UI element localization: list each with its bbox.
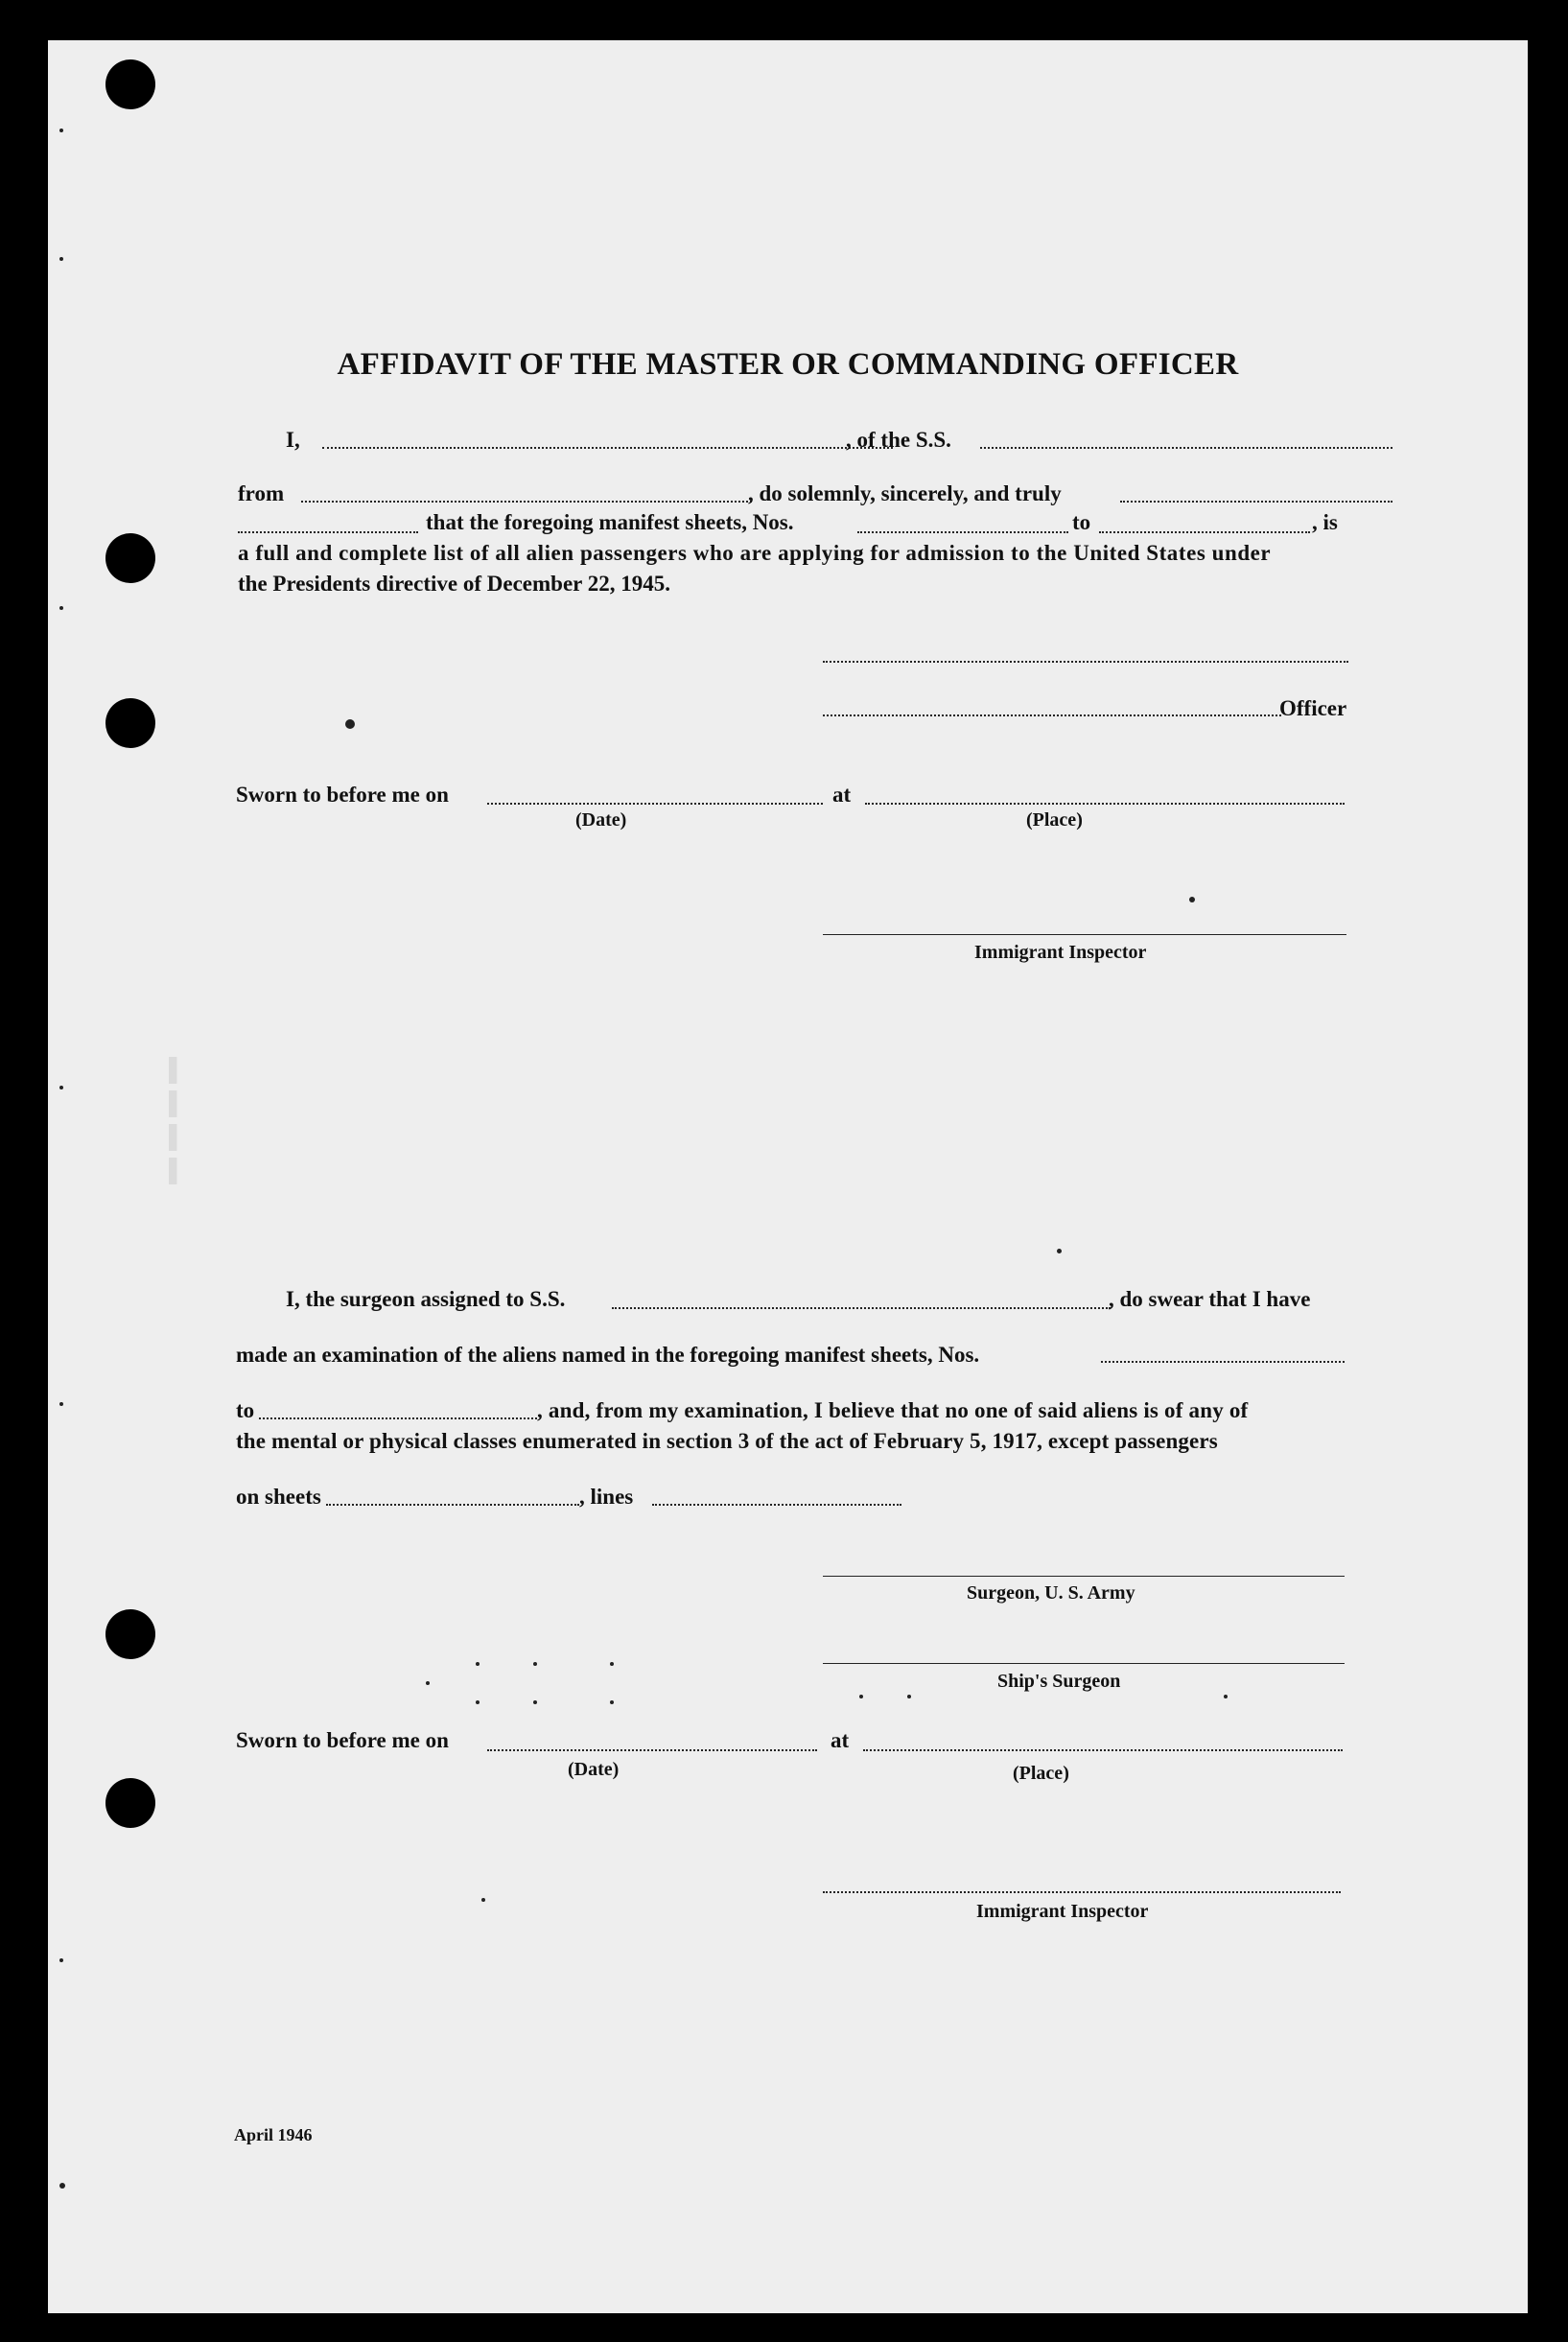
sworn-place-field-1[interactable] [865, 803, 1345, 805]
sworn-label-1: Sworn to before me on [236, 783, 449, 807]
ships-surgeon-caption: Ship's Surgeon [997, 1671, 1121, 1692]
of-ss-label: , of the S.S. [846, 428, 951, 452]
surgeon-line-1b: , do swear that I have [1109, 1287, 1311, 1311]
master-i-label: I, [286, 428, 300, 452]
oath-field[interactable] [1120, 501, 1392, 503]
surgeon-line-3: , and, from my examination, I believe that no one of said aliens is of any of [537, 1398, 1249, 1422]
ink-speck [426, 1681, 430, 1685]
army-surgeon-signature-field[interactable] [823, 1576, 1345, 1577]
on-sheets-label: on sheets [236, 1485, 321, 1509]
surgeon-line-1a: I, the surgeon assigned to S.S. [286, 1287, 566, 1311]
inspector-caption-1: Immigrant Inspector [974, 942, 1147, 963]
manifest-from-field[interactable] [857, 531, 1068, 533]
ink-speck [59, 2183, 65, 2189]
is-label: , is [1312, 510, 1338, 534]
inspector-caption-2: Immigrant Inspector [976, 1901, 1149, 1922]
lines-label: , lines [579, 1485, 634, 1509]
master-ship-field[interactable] [980, 447, 1392, 449]
inspector-signature-field-2[interactable] [823, 1891, 1341, 1893]
manifest-label: that the foregoing manifest sheets, Nos. [426, 510, 794, 534]
ink-speck [476, 1662, 480, 1666]
officer-signature-field[interactable] [823, 661, 1348, 663]
ink-speck [1189, 897, 1195, 902]
at-label-2: at [831, 1728, 850, 1752]
master-name-field[interactable] [322, 447, 893, 449]
binder-hole [105, 1778, 155, 1828]
at-label-1: at [832, 783, 852, 807]
surgeon-ship-field[interactable] [612, 1307, 1111, 1309]
surgeon-to-label: to [236, 1398, 255, 1422]
ink-speck [59, 257, 63, 261]
binder-hole [105, 1609, 155, 1659]
ink-speck [345, 719, 355, 729]
place-caption-1: (Place) [1026, 809, 1083, 831]
from-port-field[interactable] [301, 501, 752, 503]
page-title: AFFIDAVIT OF THE MASTER OR COMMANDING OFFICER [337, 347, 1239, 382]
inspector-signature-field-1[interactable] [823, 934, 1346, 935]
surgeon-line-4: the mental or physical classes enumerated in section 3 of the act of February 5, 1917, except passengers [236, 1429, 1218, 1453]
ink-speck [59, 1402, 63, 1406]
binder-hole [105, 533, 155, 583]
officer-label: Officer [1279, 696, 1347, 720]
ink-speck [533, 1700, 537, 1704]
binder-hole [105, 698, 155, 748]
oath-continued-field[interactable] [238, 531, 418, 533]
form-date: April 1946 [234, 2125, 313, 2144]
ink-speck [481, 1898, 485, 1902]
ink-speck [59, 606, 63, 610]
manifest-to-field[interactable] [1099, 531, 1310, 533]
date-caption-1: (Date) [575, 809, 627, 831]
sworn-label-2: Sworn to before me on [236, 1728, 449, 1752]
manifest-to-label: to [1072, 510, 1091, 534]
ink-speck [476, 1700, 480, 1704]
ink-speck [907, 1695, 911, 1698]
ink-speck [859, 1695, 863, 1698]
ink-speck [1057, 1249, 1062, 1253]
sworn-date-field-2[interactable] [487, 1749, 817, 1751]
lines-field[interactable] [652, 1504, 901, 1506]
officer-title-field[interactable] [823, 714, 1281, 716]
sworn-place-field-2[interactable] [863, 1749, 1343, 1751]
surgeon-nos-field[interactable] [1101, 1361, 1345, 1363]
form-page [48, 40, 1528, 2313]
ink-speck [533, 1662, 537, 1666]
bleed-through-mark: ▬ ▬ ▬ ▬ [162, 1057, 192, 1184]
ink-speck [610, 1700, 614, 1704]
ink-speck [59, 1086, 63, 1089]
date-caption-2: (Date) [568, 1759, 620, 1780]
ink-speck [610, 1662, 614, 1666]
ships-surgeon-signature-field[interactable] [823, 1663, 1345, 1664]
ink-speck [59, 1958, 63, 1962]
from-label: from [238, 481, 285, 505]
master-text-line-4: a full and complete list of all alien passengers who are applying for admission to the United States under [238, 541, 1272, 565]
place-caption-2: (Place) [1013, 1763, 1069, 1784]
army-surgeon-caption: Surgeon, U. S. Army [967, 1582, 1135, 1604]
surgeon-to-field[interactable] [259, 1417, 537, 1419]
surgeon-line-2: made an examination of the aliens named in the foregoing manifest sheets, Nos. [236, 1343, 980, 1367]
master-text-line-5: the Presidents directive of December 22, 1945. [238, 572, 670, 596]
solemnly-label: , do solemnly, sincerely, and truly [748, 481, 1062, 505]
sworn-date-field-1[interactable] [487, 803, 823, 805]
ink-speck [59, 129, 63, 132]
ink-speck [1224, 1695, 1228, 1698]
binder-hole [105, 59, 155, 109]
sheets-field[interactable] [326, 1504, 579, 1506]
